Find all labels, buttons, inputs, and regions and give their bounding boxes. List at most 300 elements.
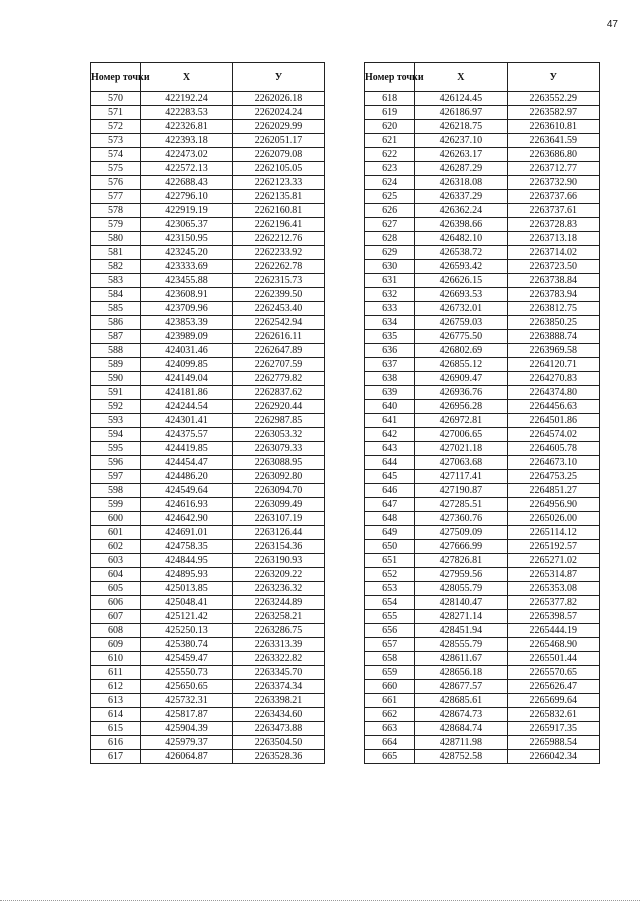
point-number-cell: 583 xyxy=(91,274,141,288)
y-coordinate-cell: 2263088.95 xyxy=(233,456,325,470)
point-number-cell: 651 xyxy=(365,554,415,568)
x-coordinate-cell: 426802.69 xyxy=(415,344,507,358)
table-row xyxy=(91,512,325,526)
y-coordinate-cell: 2263850.25 xyxy=(507,316,599,330)
x-coordinate-cell: 424549.64 xyxy=(141,484,233,498)
point-number-cell: 647 xyxy=(365,498,415,512)
point-number-cell: 622 xyxy=(365,148,415,162)
table-row xyxy=(365,386,600,400)
y-coordinate-cell: 2264956.90 xyxy=(507,498,599,512)
x-coordinate-cell: 425250.13 xyxy=(141,624,233,638)
x-coordinate-cell: 422326.81 xyxy=(141,120,233,134)
x-coordinate-cell: 428656.18 xyxy=(415,666,507,680)
table-row xyxy=(91,344,325,358)
y-coordinate-cell: 2263107.19 xyxy=(233,512,325,526)
y-coordinate-cell: 2264456.63 xyxy=(507,400,599,414)
point-number-cell: 627 xyxy=(365,218,415,232)
table-row xyxy=(91,582,325,596)
point-number-cell: 582 xyxy=(91,260,141,274)
x-coordinate-cell: 426626.15 xyxy=(415,274,507,288)
y-coordinate-cell: 2264673.10 xyxy=(507,456,599,470)
point-number-cell: 640 xyxy=(365,400,415,414)
x-coordinate-cell: 427117.41 xyxy=(415,470,507,484)
y-coordinate-cell: 2263888.74 xyxy=(507,330,599,344)
y-coordinate-cell: 2263641.59 xyxy=(507,134,599,148)
point-number-cell: 586 xyxy=(91,316,141,330)
table-row xyxy=(91,750,325,764)
x-coordinate-cell: 428677.57 xyxy=(415,680,507,694)
x-coordinate-cell: 426237.10 xyxy=(415,134,507,148)
y-coordinate-cell: 2264851.27 xyxy=(507,484,599,498)
y-coordinate-cell: 2265114.12 xyxy=(507,526,599,540)
point-number-cell: 644 xyxy=(365,456,415,470)
table-row xyxy=(365,260,600,274)
table-row xyxy=(365,218,600,232)
table-row xyxy=(91,288,325,302)
point-number-cell: 632 xyxy=(365,288,415,302)
table-row xyxy=(365,498,600,512)
x-coordinate-cell: 426693.53 xyxy=(415,288,507,302)
x-coordinate-cell: 428685.61 xyxy=(415,694,507,708)
point-number-cell: 606 xyxy=(91,596,141,610)
table-row xyxy=(365,106,600,120)
x-coordinate-cell: 423455.88 xyxy=(141,274,233,288)
coordinates-table-left xyxy=(90,62,325,764)
table-row xyxy=(91,526,325,540)
table-row xyxy=(365,722,600,736)
header-x: Х xyxy=(415,63,507,92)
table-row xyxy=(365,582,600,596)
x-coordinate-cell: 425817.87 xyxy=(141,708,233,722)
table-row xyxy=(91,134,325,148)
point-number-cell: 648 xyxy=(365,512,415,526)
x-coordinate-cell: 425459.47 xyxy=(141,652,233,666)
point-number-cell: 630 xyxy=(365,260,415,274)
point-number-cell: 591 xyxy=(91,386,141,400)
x-coordinate-cell: 428140.47 xyxy=(415,596,507,610)
table-row xyxy=(91,554,325,568)
x-coordinate-cell: 422796.10 xyxy=(141,190,233,204)
table-row xyxy=(365,358,600,372)
x-coordinate-cell: 423709.96 xyxy=(141,302,233,316)
x-coordinate-cell: 425013.85 xyxy=(141,582,233,596)
x-coordinate-cell: 428055.79 xyxy=(415,582,507,596)
y-coordinate-cell: 2264753.25 xyxy=(507,470,599,484)
y-coordinate-cell: 2262196.41 xyxy=(233,218,325,232)
point-number-cell: 655 xyxy=(365,610,415,624)
point-number-cell: 623 xyxy=(365,162,415,176)
y-coordinate-cell: 2263053.32 xyxy=(233,428,325,442)
point-number-cell: 635 xyxy=(365,330,415,344)
y-coordinate-cell: 2263610.81 xyxy=(507,120,599,134)
table-row xyxy=(365,652,600,666)
y-coordinate-cell: 2263783.94 xyxy=(507,288,599,302)
y-coordinate-cell: 2263322.82 xyxy=(233,652,325,666)
point-number-cell: 578 xyxy=(91,204,141,218)
x-coordinate-cell: 426909.47 xyxy=(415,372,507,386)
y-coordinate-cell: 2263092.80 xyxy=(233,470,325,484)
x-coordinate-cell: 426186.97 xyxy=(415,106,507,120)
y-coordinate-cell: 2265468.90 xyxy=(507,638,599,652)
table-row xyxy=(365,400,600,414)
x-coordinate-cell: 424895.93 xyxy=(141,568,233,582)
y-coordinate-cell: 2262024.24 xyxy=(233,106,325,120)
table-row xyxy=(365,680,600,694)
table-row xyxy=(365,750,600,764)
point-number-cell: 617 xyxy=(91,750,141,764)
table-row xyxy=(91,190,325,204)
point-number-cell: 600 xyxy=(91,512,141,526)
table-row xyxy=(365,708,600,722)
point-number-cell: 614 xyxy=(91,708,141,722)
x-coordinate-cell: 426064.87 xyxy=(141,750,233,764)
table-row xyxy=(91,218,325,232)
point-number-cell: 594 xyxy=(91,428,141,442)
point-number-cell: 658 xyxy=(365,652,415,666)
table-row xyxy=(365,694,600,708)
point-number-cell: 639 xyxy=(365,386,415,400)
table-row xyxy=(365,666,600,680)
y-coordinate-cell: 2263244.89 xyxy=(233,596,325,610)
x-coordinate-cell: 426936.76 xyxy=(415,386,507,400)
x-coordinate-cell: 427666.99 xyxy=(415,540,507,554)
x-coordinate-cell: 422572.13 xyxy=(141,162,233,176)
table-row xyxy=(91,666,325,680)
point-number-cell: 629 xyxy=(365,246,415,260)
table-row xyxy=(91,680,325,694)
x-coordinate-cell: 425979.37 xyxy=(141,736,233,750)
y-coordinate-cell: 2265271.02 xyxy=(507,554,599,568)
y-coordinate-cell: 2264270.83 xyxy=(507,372,599,386)
y-coordinate-cell: 2263345.70 xyxy=(233,666,325,680)
x-coordinate-cell: 423333.69 xyxy=(141,260,233,274)
y-coordinate-cell: 2263552.29 xyxy=(507,92,599,106)
y-coordinate-cell: 2263236.32 xyxy=(233,582,325,596)
table-row xyxy=(365,246,600,260)
x-coordinate-cell: 424031.46 xyxy=(141,344,233,358)
table-row xyxy=(91,372,325,386)
x-coordinate-cell: 426732.01 xyxy=(415,302,507,316)
table-row xyxy=(91,568,325,582)
x-coordinate-cell: 428271.14 xyxy=(415,610,507,624)
table-row xyxy=(91,694,325,708)
y-coordinate-cell: 2263286.75 xyxy=(233,624,325,638)
x-coordinate-cell: 422688.43 xyxy=(141,176,233,190)
point-number-cell: 579 xyxy=(91,218,141,232)
table-row xyxy=(365,526,600,540)
point-number-cell: 575 xyxy=(91,162,141,176)
point-number-cell: 661 xyxy=(365,694,415,708)
table-row xyxy=(91,106,325,120)
y-coordinate-cell: 2262233.92 xyxy=(233,246,325,260)
y-coordinate-cell: 2265699.64 xyxy=(507,694,599,708)
table-row xyxy=(91,652,325,666)
table-row xyxy=(365,134,600,148)
y-coordinate-cell: 2262026.18 xyxy=(233,92,325,106)
y-coordinate-cell: 2263528.36 xyxy=(233,750,325,764)
y-coordinate-cell: 2263434.60 xyxy=(233,708,325,722)
point-number-cell: 574 xyxy=(91,148,141,162)
y-coordinate-cell: 2263686.80 xyxy=(507,148,599,162)
x-coordinate-cell: 426362.24 xyxy=(415,204,507,218)
table-row xyxy=(365,484,600,498)
point-number-cell: 587 xyxy=(91,330,141,344)
y-coordinate-cell: 2262399.50 xyxy=(233,288,325,302)
point-number-cell: 620 xyxy=(365,120,415,134)
table-row xyxy=(365,274,600,288)
y-coordinate-cell: 2263209.22 xyxy=(233,568,325,582)
y-coordinate-cell: 2262079.08 xyxy=(233,148,325,162)
table-row xyxy=(91,428,325,442)
x-coordinate-cell: 424758.35 xyxy=(141,540,233,554)
y-coordinate-cell: 2264374.80 xyxy=(507,386,599,400)
y-coordinate-cell: 2263099.49 xyxy=(233,498,325,512)
table-row xyxy=(365,512,600,526)
point-number-cell: 605 xyxy=(91,582,141,596)
y-coordinate-cell: 2262262.78 xyxy=(233,260,325,274)
y-coordinate-cell: 2262453.40 xyxy=(233,302,325,316)
x-coordinate-cell: 424099.85 xyxy=(141,358,233,372)
point-number-cell: 571 xyxy=(91,106,141,120)
y-coordinate-cell: 2265988.54 xyxy=(507,736,599,750)
table-row xyxy=(91,330,325,344)
x-coordinate-cell: 424844.95 xyxy=(141,554,233,568)
y-coordinate-cell: 2263582.97 xyxy=(507,106,599,120)
y-coordinate-cell: 2263969.58 xyxy=(507,344,599,358)
point-number-cell: 570 xyxy=(91,92,141,106)
x-coordinate-cell: 427826.81 xyxy=(415,554,507,568)
header-point-number: Номер точки xyxy=(91,63,141,92)
point-number-cell: 576 xyxy=(91,176,141,190)
table-row xyxy=(91,736,325,750)
table-row xyxy=(91,92,325,106)
x-coordinate-cell: 426263.17 xyxy=(415,148,507,162)
point-number-cell: 654 xyxy=(365,596,415,610)
point-number-cell: 653 xyxy=(365,582,415,596)
x-coordinate-cell: 426593.42 xyxy=(415,260,507,274)
x-coordinate-cell: 427509.09 xyxy=(415,526,507,540)
table-row xyxy=(91,456,325,470)
x-coordinate-cell: 423065.37 xyxy=(141,218,233,232)
header-y: У xyxy=(507,63,599,92)
y-coordinate-cell: 2263190.93 xyxy=(233,554,325,568)
point-number-cell: 593 xyxy=(91,414,141,428)
point-number-cell: 645 xyxy=(365,470,415,484)
y-coordinate-cell: 2263728.83 xyxy=(507,218,599,232)
x-coordinate-cell: 422393.18 xyxy=(141,134,233,148)
x-coordinate-cell: 426972.81 xyxy=(415,414,507,428)
x-coordinate-cell: 424419.85 xyxy=(141,442,233,456)
y-coordinate-cell: 2263154.36 xyxy=(233,540,325,554)
y-coordinate-cell: 2262051.17 xyxy=(233,134,325,148)
x-coordinate-cell: 428752.58 xyxy=(415,750,507,764)
point-number-cell: 649 xyxy=(365,526,415,540)
table-row xyxy=(91,148,325,162)
table-row xyxy=(365,624,600,638)
table-row xyxy=(365,344,600,358)
table-row xyxy=(91,260,325,274)
point-number-cell: 596 xyxy=(91,456,141,470)
table-row xyxy=(365,540,600,554)
point-number-cell: 598 xyxy=(91,484,141,498)
table-row xyxy=(365,204,600,218)
y-coordinate-cell: 2262987.85 xyxy=(233,414,325,428)
x-coordinate-cell: 422919.19 xyxy=(141,204,233,218)
point-number-cell: 603 xyxy=(91,554,141,568)
y-coordinate-cell: 2262123.33 xyxy=(233,176,325,190)
x-coordinate-cell: 428611.67 xyxy=(415,652,507,666)
y-coordinate-cell: 2263473.88 xyxy=(233,722,325,736)
point-number-cell: 601 xyxy=(91,526,141,540)
y-coordinate-cell: 2262029.99 xyxy=(233,120,325,134)
point-number-cell: 628 xyxy=(365,232,415,246)
point-number-cell: 588 xyxy=(91,344,141,358)
x-coordinate-cell: 424691.01 xyxy=(141,526,233,540)
x-coordinate-cell: 424301.41 xyxy=(141,414,233,428)
point-number-cell: 664 xyxy=(365,736,415,750)
y-coordinate-cell: 2263398.21 xyxy=(233,694,325,708)
point-number-cell: 612 xyxy=(91,680,141,694)
y-coordinate-cell: 2262160.81 xyxy=(233,204,325,218)
y-coordinate-cell: 2264605.78 xyxy=(507,442,599,456)
y-coordinate-cell: 2265398.57 xyxy=(507,610,599,624)
x-coordinate-cell: 426337.29 xyxy=(415,190,507,204)
table-row xyxy=(91,624,325,638)
y-coordinate-cell: 2262135.81 xyxy=(233,190,325,204)
x-coordinate-cell: 422192.24 xyxy=(141,92,233,106)
point-number-cell: 663 xyxy=(365,722,415,736)
table-row xyxy=(365,372,600,386)
y-coordinate-cell: 2263126.44 xyxy=(233,526,325,540)
x-coordinate-cell: 423989.09 xyxy=(141,330,233,344)
table-row xyxy=(91,274,325,288)
table-row xyxy=(365,330,600,344)
point-number-cell: 641 xyxy=(365,414,415,428)
x-coordinate-cell: 427021.18 xyxy=(415,442,507,456)
y-coordinate-cell: 2263313.39 xyxy=(233,638,325,652)
point-number-cell: 595 xyxy=(91,442,141,456)
point-number-cell: 589 xyxy=(91,358,141,372)
x-coordinate-cell: 427063.68 xyxy=(415,456,507,470)
x-coordinate-cell: 425048.41 xyxy=(141,596,233,610)
point-number-cell: 637 xyxy=(365,358,415,372)
x-coordinate-cell: 424454.47 xyxy=(141,456,233,470)
y-coordinate-cell: 2265353.08 xyxy=(507,582,599,596)
x-coordinate-cell: 427190.87 xyxy=(415,484,507,498)
y-coordinate-cell: 2262542.94 xyxy=(233,316,325,330)
point-number-cell: 577 xyxy=(91,190,141,204)
point-number-cell: 585 xyxy=(91,302,141,316)
x-coordinate-cell: 424149.04 xyxy=(141,372,233,386)
point-number-cell: 572 xyxy=(91,120,141,134)
y-coordinate-cell: 2265626.47 xyxy=(507,680,599,694)
table-row xyxy=(91,162,325,176)
x-coordinate-cell: 424244.54 xyxy=(141,400,233,414)
point-number-cell: 657 xyxy=(365,638,415,652)
x-coordinate-cell: 426538.72 xyxy=(415,246,507,260)
footer-divider xyxy=(0,900,640,901)
table-row xyxy=(91,232,325,246)
table-row xyxy=(91,302,325,316)
point-number-cell: 580 xyxy=(91,232,141,246)
x-coordinate-cell: 428555.79 xyxy=(415,638,507,652)
point-number-cell: 662 xyxy=(365,708,415,722)
y-coordinate-cell: 2265192.57 xyxy=(507,540,599,554)
table-row xyxy=(365,568,600,582)
y-coordinate-cell: 2263812.75 xyxy=(507,302,599,316)
point-number-cell: 608 xyxy=(91,624,141,638)
x-coordinate-cell: 426482.10 xyxy=(415,232,507,246)
point-number-cell: 624 xyxy=(365,176,415,190)
y-coordinate-cell: 2262707.59 xyxy=(233,358,325,372)
x-coordinate-cell: 425550.73 xyxy=(141,666,233,680)
table-row xyxy=(91,610,325,624)
table-row xyxy=(365,442,600,456)
y-coordinate-cell: 2263714.02 xyxy=(507,246,599,260)
y-coordinate-cell: 2262315.73 xyxy=(233,274,325,288)
table-row xyxy=(365,148,600,162)
y-coordinate-cell: 2263732.90 xyxy=(507,176,599,190)
point-number-cell: 616 xyxy=(91,736,141,750)
x-coordinate-cell: 422473.02 xyxy=(141,148,233,162)
y-coordinate-cell: 2265314.87 xyxy=(507,568,599,582)
x-coordinate-cell: 427006.65 xyxy=(415,428,507,442)
y-coordinate-cell: 2265832.61 xyxy=(507,708,599,722)
y-coordinate-cell: 2262105.05 xyxy=(233,162,325,176)
table-row xyxy=(91,638,325,652)
table-row xyxy=(365,456,600,470)
x-coordinate-cell: 424181.86 xyxy=(141,386,233,400)
x-coordinate-cell: 428684.74 xyxy=(415,722,507,736)
point-number-cell: 619 xyxy=(365,106,415,120)
table-row xyxy=(91,204,325,218)
y-coordinate-cell: 2262647.89 xyxy=(233,344,325,358)
x-coordinate-cell: 426398.66 xyxy=(415,218,507,232)
y-coordinate-cell: 2263738.84 xyxy=(507,274,599,288)
table-row xyxy=(91,358,325,372)
point-number-cell: 613 xyxy=(91,694,141,708)
x-coordinate-cell: 427959.56 xyxy=(415,568,507,582)
x-coordinate-cell: 423150.95 xyxy=(141,232,233,246)
table-row xyxy=(91,414,325,428)
x-coordinate-cell: 428674.73 xyxy=(415,708,507,722)
point-number-cell: 611 xyxy=(91,666,141,680)
y-coordinate-cell: 2263737.61 xyxy=(507,204,599,218)
x-coordinate-cell: 424486.20 xyxy=(141,470,233,484)
table-row xyxy=(365,736,600,750)
y-coordinate-cell: 2263713.18 xyxy=(507,232,599,246)
point-number-cell: 659 xyxy=(365,666,415,680)
y-coordinate-cell: 2263374.34 xyxy=(233,680,325,694)
table-row xyxy=(365,554,600,568)
table-row xyxy=(365,302,600,316)
point-number-cell: 650 xyxy=(365,540,415,554)
x-coordinate-cell: 426287.29 xyxy=(415,162,507,176)
point-number-cell: 607 xyxy=(91,610,141,624)
table-row xyxy=(91,708,325,722)
x-coordinate-cell: 425732.31 xyxy=(141,694,233,708)
x-coordinate-cell: 425121.42 xyxy=(141,610,233,624)
y-coordinate-cell: 2266042.34 xyxy=(507,750,599,764)
point-number-cell: 638 xyxy=(365,372,415,386)
table-row xyxy=(365,316,600,330)
y-coordinate-cell: 2262779.82 xyxy=(233,372,325,386)
coordinates-table-right xyxy=(364,62,600,764)
table-row xyxy=(91,596,325,610)
point-number-cell: 621 xyxy=(365,134,415,148)
y-coordinate-cell: 2263737.66 xyxy=(507,190,599,204)
point-number-cell: 573 xyxy=(91,134,141,148)
